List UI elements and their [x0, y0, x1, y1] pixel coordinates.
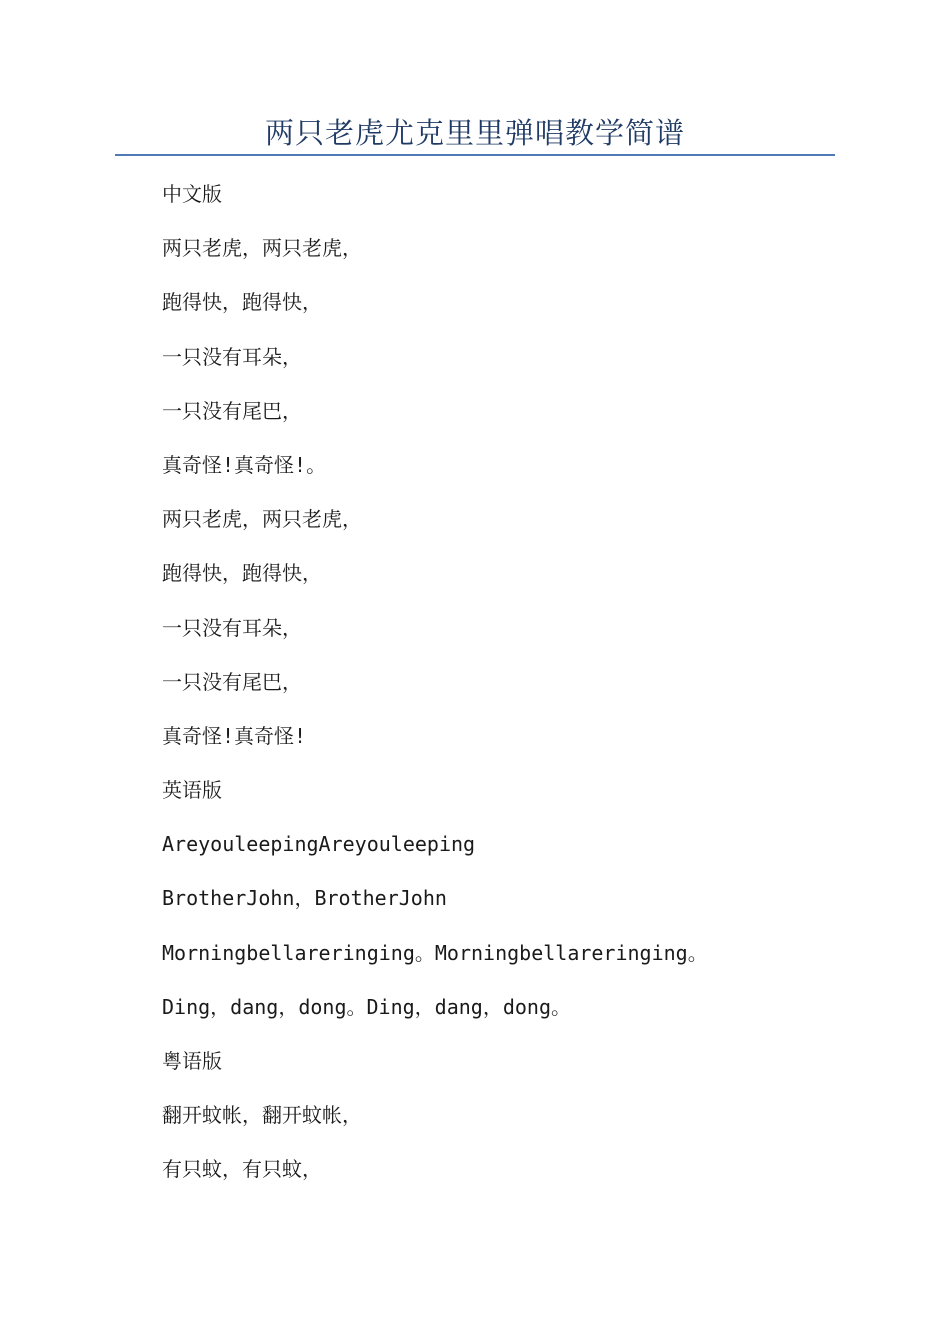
lyric-line: 两只老虎，两只老虎， — [162, 236, 362, 261]
lyrics-body — [162, 178, 862, 1208]
lyric-line: 真奇怪!真奇怪!。 — [162, 452, 327, 477]
lyric-line: 真奇怪!真奇怪! — [162, 723, 307, 748]
lyric-line: 跑得快，跑得快， — [162, 290, 322, 315]
lyric-line: 有只蚊，有只蚊， — [162, 1157, 322, 1182]
title-underline — [115, 154, 835, 156]
lyric-line: 两只老虎，两只老虎， — [162, 507, 362, 532]
lyric-line: 一只没有尾巴， — [162, 398, 302, 423]
section-heading-chinese: 中文版 — [162, 182, 222, 206]
lyric-line: Ding，dang，dong。Ding，dang，dong。 — [162, 994, 571, 1019]
lyric-line: BrotherJohn，BrotherJohn — [162, 886, 447, 911]
lyric-line: 翻开蚊帐，翻开蚊帐， — [162, 1103, 362, 1128]
section-heading-cantonese: 粤语版 — [162, 1049, 222, 1073]
document-title: 两只老虎尤克里里弹唱教学简谱 — [264, 116, 685, 150]
lyric-line: AreyouleepingAreyouleeping — [162, 832, 476, 857]
lyric-line: Morningbellareringing。Morningbellareringing。 — [162, 940, 708, 965]
lyric-line: 跑得快，跑得快， — [162, 561, 322, 586]
section-heading-english: 英语版 — [162, 778, 222, 803]
lyric-line: 一只没有尾巴， — [162, 669, 302, 694]
lyric-line: 一只没有耳朵， — [162, 615, 302, 640]
lyric-line: 一只没有耳朵， — [162, 344, 302, 369]
